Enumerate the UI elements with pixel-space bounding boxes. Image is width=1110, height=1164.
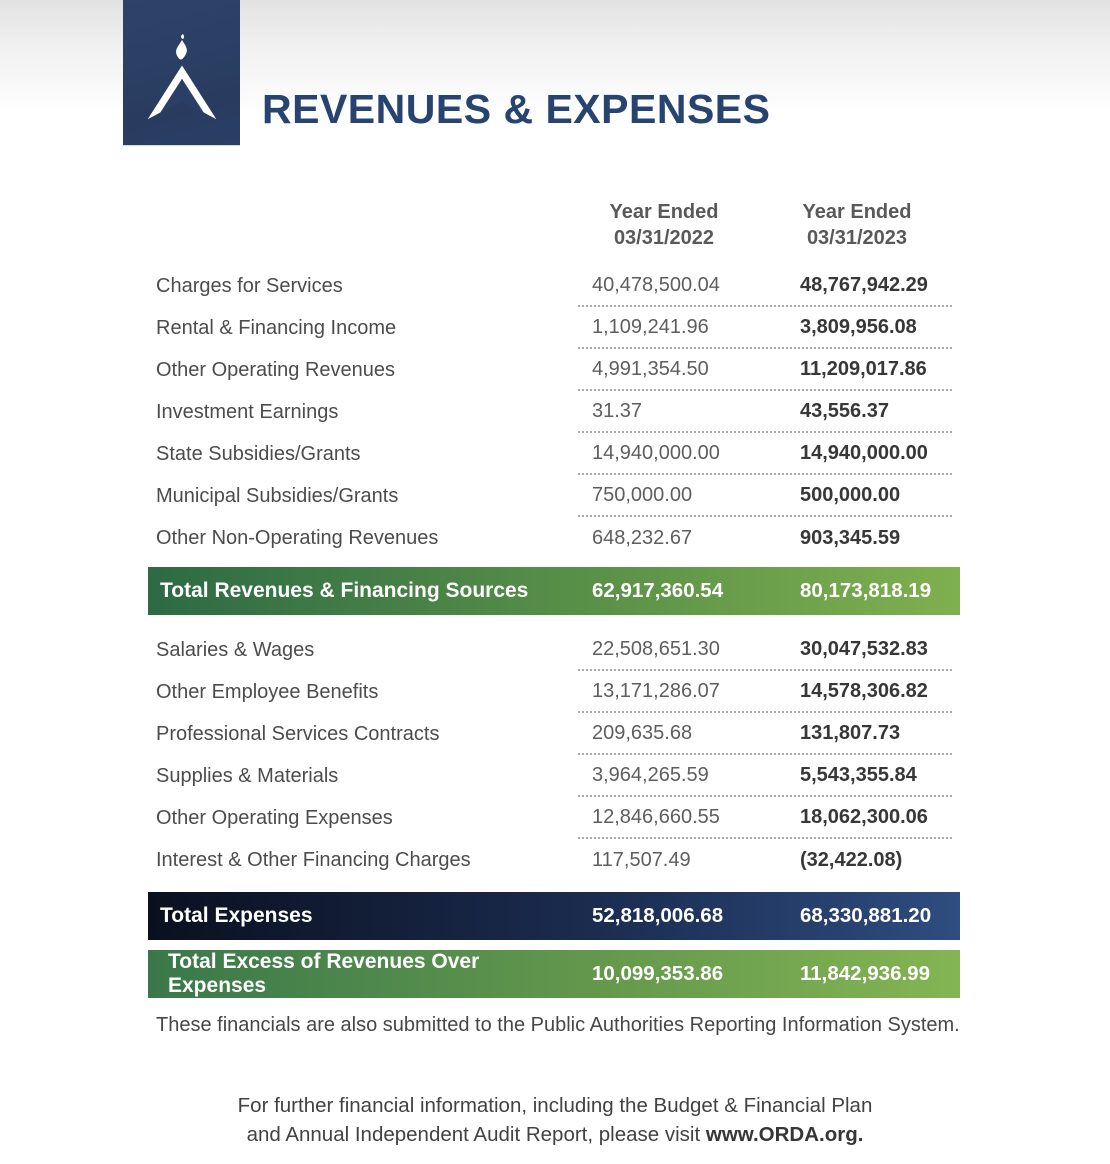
value-fy2022: 62,917,360.54	[592, 579, 724, 602]
row-label: Other Employee Benefits	[156, 680, 379, 703]
page-title: REVENUES & EXPENSES	[262, 86, 771, 132]
value-fy2022: 14,940,000.00	[592, 441, 720, 464]
row-label: Rental & Financing Income	[156, 316, 397, 339]
column-header-spacer	[148, 199, 578, 251]
table-row	[148, 517, 960, 559]
footer-line2-text: and Annual Independent Audit Report, please visit	[246, 1123, 706, 1146]
row-label: Supplies & Materials	[156, 764, 339, 787]
total-revenues-label: Total Revenues & Financing Sources	[160, 579, 529, 602]
table-row	[148, 475, 960, 517]
orda-link[interactable]: www.ORDA.org.	[705, 1123, 864, 1146]
value-fy2023: 14,578,306.82	[800, 679, 928, 702]
net-excess-bar	[148, 950, 960, 998]
net-excess-label: Total Excess of Revenues Over Expenses	[168, 950, 480, 997]
row-label: Other Non-Operating Revenues	[156, 526, 439, 549]
total-expenses-label: Total Expenses	[160, 904, 313, 927]
value-fy2022: 31.37	[592, 399, 643, 422]
value-fy2023: 68,330,881.20	[800, 904, 932, 927]
value-fy2022: 10,099,353.86	[592, 962, 724, 985]
value-fy2022: 3,964,265.59	[592, 763, 709, 786]
table-row	[148, 349, 960, 391]
table-row	[148, 671, 960, 713]
value-fy2022: 1,109,241.96	[592, 315, 709, 338]
revenues-group	[148, 265, 960, 559]
financials-table	[148, 199, 960, 1037]
row-label: Salaries & Wages	[156, 638, 315, 661]
value-fy2023: 18,062,300.06	[800, 805, 928, 828]
value-fy2023: (32,422.08)	[800, 848, 903, 871]
row-label: Investment Earnings	[156, 400, 339, 423]
value-fy2023: 11,842,936.99	[800, 962, 930, 985]
value-fy2022: 4,991,354.50	[592, 357, 709, 380]
column-header-line2: 03/31/2023	[806, 227, 908, 249]
value-fy2023: 43,556.37	[800, 399, 889, 422]
row-label: Charges for Services	[156, 274, 343, 297]
column-header-fy2022	[578, 199, 800, 251]
value-fy2022: 40,478,500.04	[592, 273, 720, 296]
column-header-line1: Year Ended	[802, 201, 912, 223]
value-fy2023: 30,047,532.83	[800, 637, 928, 660]
table-row	[148, 755, 960, 797]
expenses-group	[148, 629, 960, 881]
value-fy2023: 3,809,956.08	[800, 315, 917, 338]
row-label: Municipal Subsidies/Grants	[156, 484, 399, 507]
value-fy2023: 131,807.73	[800, 721, 901, 744]
value-fy2022: 13,171,286.07	[592, 679, 720, 702]
footer-line1: For further financial information, including the Budget & Financial Plan	[237, 1094, 873, 1117]
value-fy2023: 80,173,818.19	[800, 579, 932, 602]
footer-note	[0, 1091, 1110, 1149]
value-fy2022: 52,818,006.68	[592, 904, 724, 927]
table-row	[148, 839, 960, 881]
masthead	[0, 0, 1110, 145]
value-fy2023: 903,345.59	[800, 526, 901, 549]
paris-footnote: These financials are also submitted to the Public Authorities Reporting Information System.	[156, 1014, 960, 1036]
value-fy2023: 5,543,355.84	[800, 763, 917, 786]
value-fy2022: 209,635.68	[592, 721, 693, 744]
value-fy2023: 11,209,017.86	[800, 357, 927, 380]
value-fy2023: 14,940,000.00	[800, 441, 928, 464]
table-row	[148, 433, 960, 475]
total-expenses-bar	[148, 892, 960, 940]
value-fy2022: 750,000.00	[592, 483, 693, 506]
row-label: Professional Services Contracts	[156, 722, 440, 745]
value-fy2023: 500,000.00	[800, 483, 901, 506]
value-fy2022: 648,232.67	[592, 526, 693, 549]
row-label: State Subsidies/Grants	[156, 442, 361, 465]
value-fy2022: 117,507.49	[592, 848, 691, 871]
table-row	[148, 265, 960, 307]
table-row	[148, 797, 960, 839]
value-fy2022: 22,508,651.30	[592, 637, 720, 660]
total-revenues-bar	[148, 567, 960, 615]
row-label: Other Operating Revenues	[156, 358, 396, 381]
column-header-line1: Year Ended	[609, 201, 719, 223]
value-fy2023: 48,767,942.29	[800, 273, 928, 296]
column-header-fy2023	[800, 199, 960, 251]
row-label: Interest & Other Financing Charges	[156, 848, 471, 871]
table-row	[148, 629, 960, 671]
torch-mountain-icon	[138, 32, 226, 136]
row-label: Other Operating Expenses	[156, 806, 393, 829]
column-header-line2: 03/31/2022	[613, 227, 715, 249]
table-row	[148, 391, 960, 433]
value-fy2022: 12,846,660.55	[592, 805, 720, 828]
table-row	[148, 307, 960, 349]
table-row	[148, 713, 960, 755]
orda-logo	[123, 0, 240, 145]
footer-line2	[0, 1120, 1110, 1149]
column-headers	[148, 199, 960, 251]
